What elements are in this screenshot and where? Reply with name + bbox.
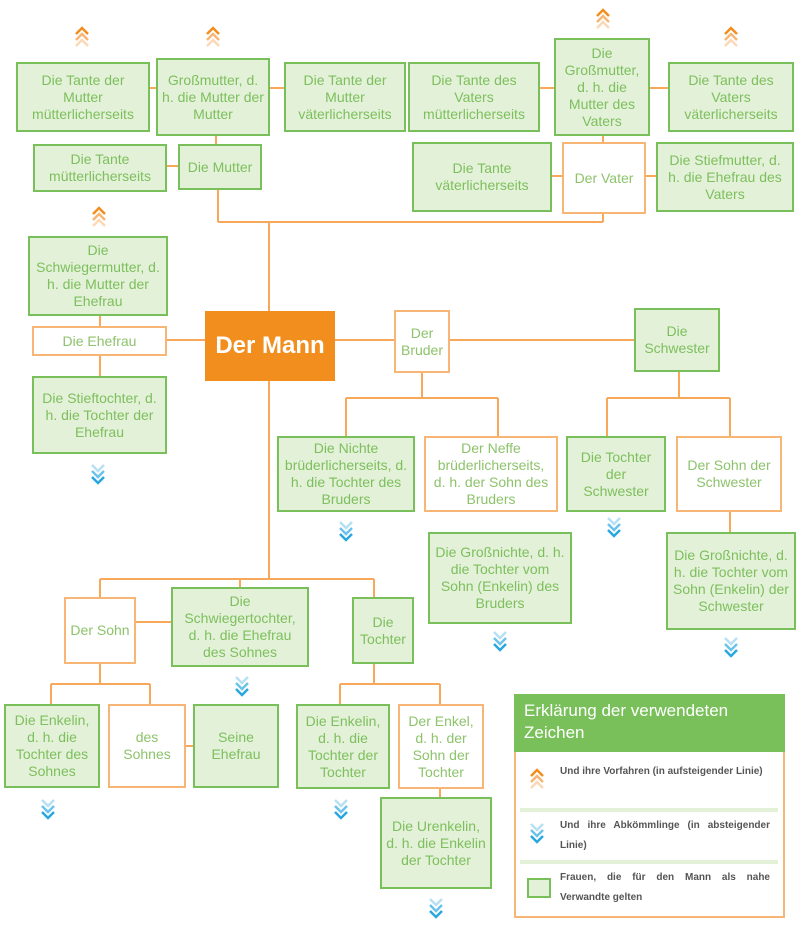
box-vater: Der Vater [562,142,646,214]
box-schwiegermutter: Die Schwiegermutter, d. h. die Mutter der Ehefrau [28,236,168,316]
box-tante-vaters-vaeterlicherseits: Die Tante des Vaters väterlicherseits [668,62,794,132]
descendants-down-icon [91,463,105,485]
box-tante-muetterlicherseits: Die Tante mütterlicherseits [33,144,167,192]
legend-separator [520,860,778,864]
ancestors-up-icon [75,26,89,48]
legend-ancestors-text: Und ihre Vorfahren (in aufsteigender Linie) [560,766,763,777]
box-grossmutter-vaters: Die Großmutter, d. h. die Mutter des Vaters [554,38,650,136]
box-tochter-schwester: Die Tochter der Schwester [566,436,666,512]
box-mutter: Die Mutter [178,144,262,190]
legend-descendants-down-icon [530,822,544,844]
box-enkelin-sohn: Die Enkelin, d. h. die Tochter des Sohnes [4,704,100,788]
box-tante-vaeterlicherseits: Die Tante väterlicherseits [412,142,552,212]
descendants-down-icon [41,798,55,820]
legend-descendants-text: Und ihre Abkömmlinge (in absteigender Linie) [560,820,770,851]
box-schwiegertochter: Die Schwiegertochter, d. h. die Ehefrau des Sohnes [171,587,309,667]
box-tante-vaters-muetterlicherseits: Die Tante des Vaters mütterlicherseits [408,62,540,132]
descendants-down-icon [235,675,249,697]
box-grossmutter-mutter: Großmutter, d. h. die Mutter der Mutter [156,58,270,136]
box-grossnichte-schwester: Die Großnichte, d. h. die Tochter vom Sohn (Enkelin) der Schwester [666,532,796,630]
legend-separator [520,808,778,812]
box-ehefrau: Die Ehefrau [32,326,167,356]
box-sohn: Der Sohn [64,597,136,664]
descendants-down-icon [607,516,621,538]
box-tante-mutter-muetterlicherseits: Die Tante der Mutter mütterlicherseits [16,62,150,132]
legend-women-swatch [527,878,551,898]
descendants-down-icon [493,630,507,652]
box-neffe-bruder: Der Neffe brüderlicherseits, d. h. der Sohn des Bruders [424,436,558,512]
legend-ancestors-up-icon [530,768,544,790]
box-tante-mutter-vaeterlicherseits: Die Tante der Mutter väterlicherseits [284,62,406,132]
descendants-down-icon [724,636,738,658]
descendants-down-icon [334,798,348,820]
box-sohn-schwester: Der Sohn der Schwester [676,436,782,512]
ancestors-up-icon [724,26,738,48]
box-stieftochter: Die Stieftochter, d. h. die Tochter der Ehefrau [32,376,167,454]
box-enkel-tochter: Der Enkel, d. h. der Sohn der Tochter [398,704,484,789]
box-urenkelin: Die Urenkelin, d. h. die Enkelin der Tochter [380,797,492,889]
box-schwester: Die Schwester [634,308,720,372]
box-des-sohnes: des Sohnes [108,704,186,788]
legend-women-text: Frauen, die für den Mann als nahe Verwandte gelten [560,872,770,903]
ancestors-up-icon [92,206,106,228]
box-grossnichte-bruder: Die Großnichte, d. h. die Tochter vom Sohn (Enkelin) des Bruders [428,532,572,624]
descendants-down-icon [339,520,353,542]
box-bruder: Der Bruder [394,310,450,373]
center-der-mann: Der Mann [205,311,335,381]
box-enkelin-tochter: Die Enkelin, d. h. die Tochter der Tochter [296,704,390,789]
box-tochter: Die Tochter [352,597,414,664]
ancestors-up-icon [596,8,610,30]
ancestors-up-icon [206,26,220,48]
box-stiefmutter: Die Stiefmutter, d. h. die Ehefrau des Vaters [656,142,794,212]
legend-title: Erklärung der verwendeten Zeichen [514,694,785,752]
descendants-down-icon [429,897,443,919]
box-seine-ehefrau: Seine Ehefrau [193,704,279,788]
box-nichte-bruder: Die Nichte brüderlicherseits, d. h. die Tochter des Bruders [277,436,415,512]
